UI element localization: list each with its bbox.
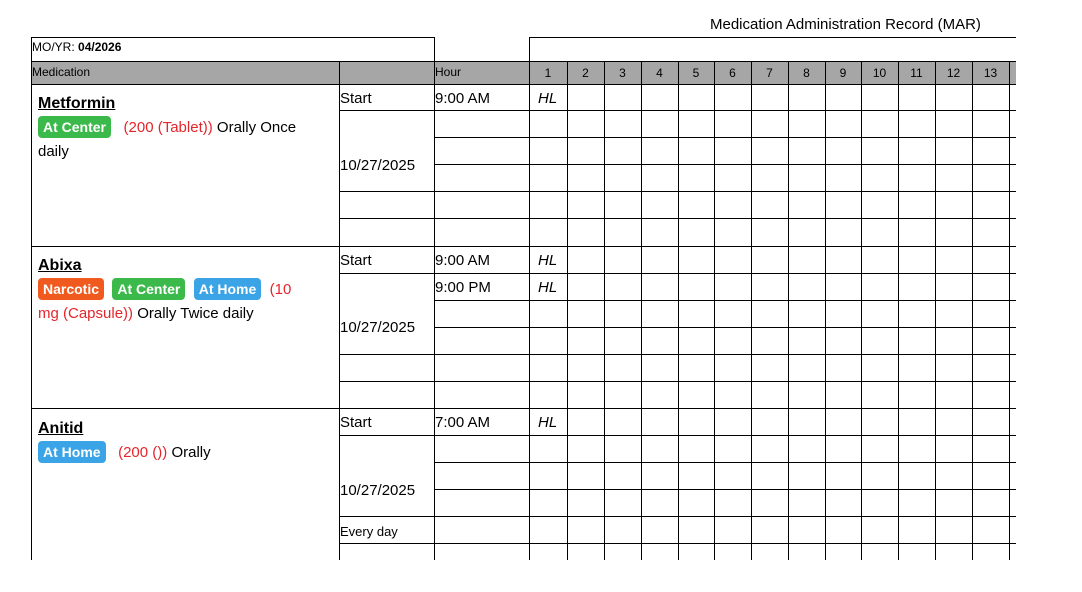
hour-time: 9:00 AM: [435, 90, 491, 107]
mo-yr-field: [32, 40, 121, 54]
frequency-text: Every day: [340, 524, 398, 539]
grid-line: [31, 408, 1016, 409]
day-column-header: 9: [839, 66, 847, 80]
grid-line: [434, 137, 1016, 138]
status-badge: At Center: [112, 278, 185, 300]
route-text: Orally Twice daily: [137, 305, 254, 322]
status-badge: At Center: [38, 116, 111, 138]
grid-line: [434, 462, 1016, 463]
start-date: 10/27/2025: [340, 157, 416, 174]
medication-name: Anitid: [38, 420, 84, 437]
medication-description: [38, 116, 333, 164]
grid-line: [434, 37, 435, 560]
day-column-header: 2: [582, 66, 589, 80]
grid-line: [825, 61, 826, 560]
grid-line: [788, 61, 789, 560]
day-column-header: 3: [619, 66, 626, 80]
medication-name: Abixa: [38, 257, 82, 274]
administration-mark: HL: [538, 252, 558, 269]
medication-description: [38, 441, 333, 465]
page-title: Medication Administration Record (MAR): [710, 16, 981, 33]
grid-line: [434, 381, 1016, 382]
day-column-header: 7: [766, 66, 773, 80]
dose-text: (10: [269, 281, 292, 298]
hour-time: 9:00 AM: [435, 252, 491, 269]
grid-line: [31, 37, 434, 38]
grid-line: [935, 61, 936, 560]
status-badge: Narcotic: [38, 278, 104, 300]
administration-mark: HL: [538, 414, 558, 431]
hour-time: 7:00 AM: [435, 414, 491, 431]
grid-line: [567, 61, 568, 560]
route-text: Orally Once: [216, 119, 297, 136]
mo-yr-label: MO/YR:: [32, 40, 75, 54]
start-date: 10/27/2025: [340, 482, 416, 499]
hour-time: 9:00 PM: [435, 279, 491, 296]
grid-line: [31, 61, 1016, 62]
hour-column-header: Hour: [435, 65, 462, 79]
dose-text: (200 ()): [118, 444, 168, 461]
grid-line: [31, 37, 32, 560]
grid-line: [434, 191, 1016, 192]
grid-line: [434, 489, 1016, 490]
grid-line: [714, 61, 715, 560]
grid-line: [339, 516, 434, 517]
start-date: 10/27/2025: [340, 319, 416, 336]
mo-yr-value: 04/2026: [78, 40, 122, 54]
grid-line: [31, 84, 1016, 85]
day-column-header: 6: [729, 66, 736, 80]
day-column-header: 1: [544, 66, 552, 80]
grid-line: [434, 435, 1016, 436]
start-label: Start: [340, 414, 372, 431]
grid-line: [641, 61, 642, 560]
grid-line: [434, 218, 1016, 219]
day-column-header: 4: [656, 66, 663, 80]
route-text: Orally: [171, 444, 211, 461]
grid-line: [434, 543, 1016, 544]
grid-line: [339, 191, 434, 192]
grid-line: [434, 110, 1016, 111]
day-column-header: 11: [910, 66, 923, 80]
day-column-header: 12: [946, 66, 961, 80]
dose-text-cont: mg (Capsule)): [38, 305, 134, 322]
route-text-cont: daily: [38, 143, 69, 160]
grid-line: [1009, 61, 1010, 560]
grid-line: [31, 246, 1016, 247]
grid-line: [434, 164, 1016, 165]
day-column-header: 10: [872, 66, 887, 80]
grid-line: [434, 354, 1016, 355]
grid-line: [529, 37, 1016, 38]
grid-line: [861, 61, 862, 560]
grid-line: [434, 327, 1016, 328]
grid-line: [339, 218, 434, 219]
grid-line: [339, 354, 434, 355]
status-badge: At Home: [38, 441, 106, 463]
grid-line: [339, 381, 434, 382]
grid-line: [434, 300, 1016, 301]
medication-name: Metformin: [38, 95, 116, 112]
day-column-header: 13: [983, 66, 998, 80]
grid-line: [751, 61, 752, 560]
start-label: Start: [340, 90, 372, 107]
administration-mark: HL: [538, 90, 558, 107]
grid-line: [529, 37, 530, 560]
dose-text: (200 (Tablet)): [123, 119, 213, 136]
grid-line: [434, 273, 1016, 274]
medication-description: [38, 278, 333, 326]
grid-line: [972, 61, 973, 560]
day-column-header: 5: [692, 66, 700, 80]
grid-line: [339, 435, 434, 436]
grid-line: [678, 61, 679, 560]
grid-line: [434, 516, 1016, 517]
status-badge: At Home: [194, 278, 262, 300]
medication-column-header: Medication: [32, 65, 91, 79]
grid-line: [339, 273, 434, 274]
administration-mark: HL: [538, 279, 558, 296]
grid-line: [604, 61, 605, 560]
day-column-header: 8: [803, 66, 810, 80]
grid-line: [339, 110, 434, 111]
grid-line: [898, 61, 899, 560]
start-label: Start: [340, 252, 372, 269]
grid-line: [339, 543, 434, 544]
